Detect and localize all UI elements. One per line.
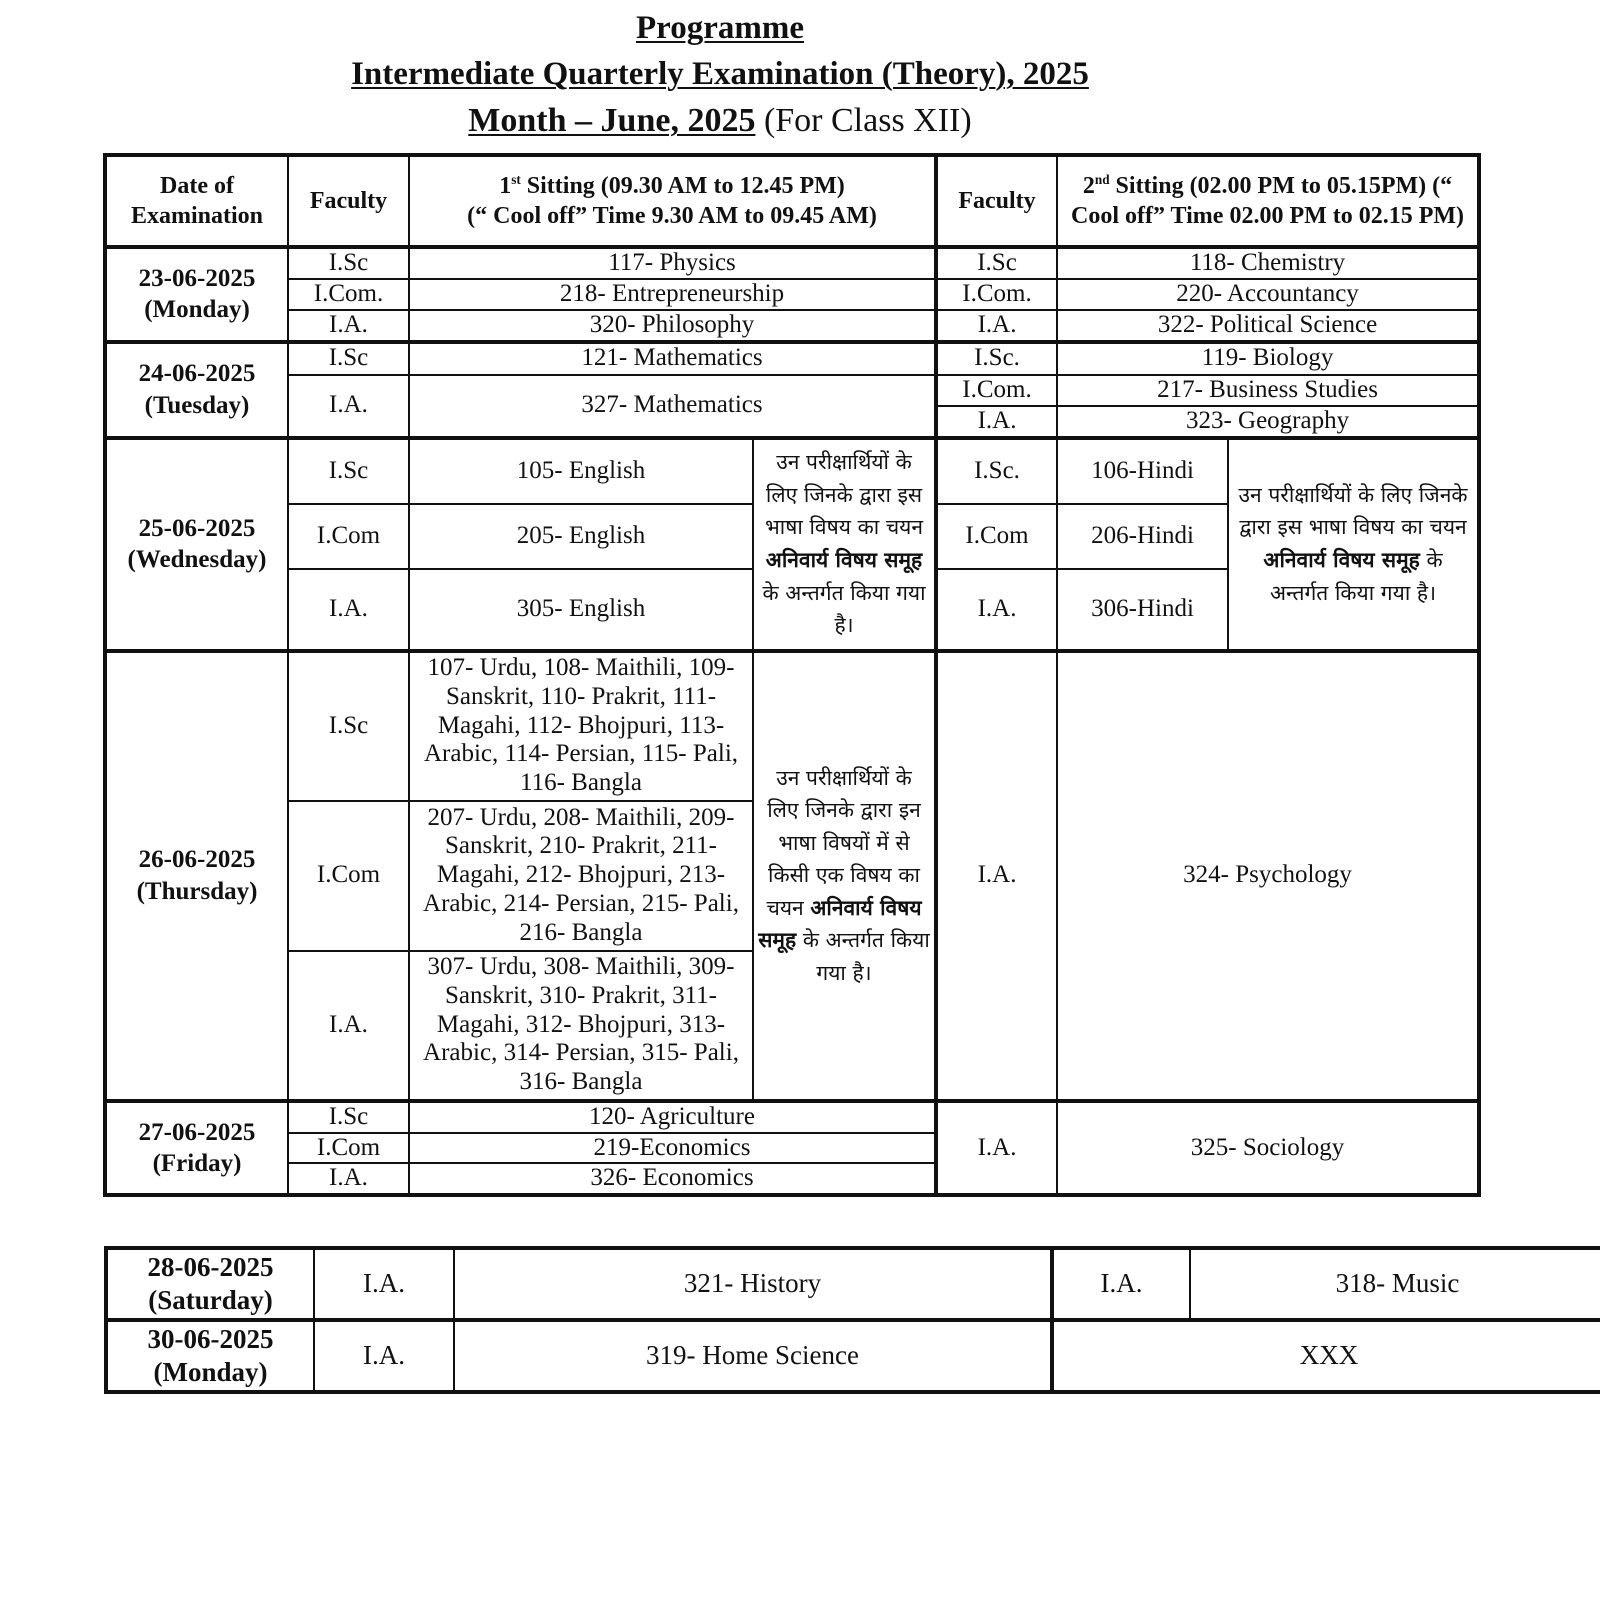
- subject-cell: 217- Business Studies: [1057, 375, 1479, 406]
- subject-cell: 326- Economics: [409, 1163, 936, 1195]
- subject-cell: 105- English: [409, 438, 753, 504]
- table-row: [105, 1101, 1479, 1133]
- faculty-cell: I.A.: [936, 406, 1057, 438]
- subject-cell: 219-Economics: [409, 1133, 936, 1164]
- exam-date: 25-06-2025 (Wednesday): [105, 438, 288, 651]
- subject-cell: 307- Urdu, 308- Maithili, 309- Sanskrit, 310- Prakrit, 311- Magahi, 312- Bhojpuri, 313- Arabic, 314- Persian, 315- Pali, 316- Bangla: [409, 951, 753, 1101]
- subject-cell: 207- Urdu, 208- Maithili, 209- Sanskrit, 210- Prakrit, 211- Magahi, 212- Bhojpuri, 213- Arabic, 214- Persian, 215- Pali, 216- Bangla: [409, 801, 753, 951]
- subject-cell: 218- Entrepreneurship: [409, 279, 936, 310]
- table-row: [106, 1248, 1600, 1320]
- table-row: [105, 375, 1479, 406]
- faculty-cell: I.A.: [936, 569, 1057, 651]
- faculty-cell: I.A.: [1052, 1248, 1190, 1320]
- exam-date: 30-06-2025 (Monday): [106, 1320, 314, 1392]
- header-first-sitting: 1st Sitting (09.30 AM to 12.45 PM) (“ Cool off” Time 9.30 AM to 09.45 AM): [409, 155, 936, 247]
- page-title: Programme: [636, 10, 804, 46]
- faculty-cell: I.Sc.: [936, 438, 1057, 504]
- subject-cell: 117- Physics: [409, 247, 936, 279]
- table-row: [105, 438, 1479, 504]
- additional-schedule-table: [104, 1246, 1600, 1394]
- subject-cell: 322- Political Science: [1057, 310, 1479, 342]
- subject-cell: 205- English: [409, 504, 753, 569]
- faculty-cell: I.Sc: [288, 651, 409, 801]
- faculty-cell: I.Com: [288, 1133, 409, 1164]
- faculty-cell: I.Com: [288, 801, 409, 951]
- faculty-cell: I.Sc.: [936, 342, 1057, 375]
- subject-cell: 325- Sociology: [1057, 1101, 1479, 1196]
- table-row: [106, 1320, 1600, 1392]
- subject-cell: 118- Chemistry: [1057, 247, 1479, 279]
- faculty-cell: I.A.: [314, 1320, 454, 1392]
- table-row: [105, 279, 1479, 310]
- language-note: उन परीक्षार्थियों के लिए जिनके द्वारा इस भाषा विषय का चयन अनिवार्य विषय समूह के अन्तर्गत किया गया है।: [753, 438, 936, 651]
- faculty-cell: I.Com: [288, 504, 409, 569]
- faculty-cell: I.Sc: [288, 342, 409, 375]
- subject-cell: 319- Home Science: [454, 1320, 1052, 1392]
- table-row: [105, 342, 1479, 375]
- faculty-cell: I.Com: [936, 504, 1057, 569]
- faculty-cell: I.A.: [288, 310, 409, 342]
- subject-cell: 320- Philosophy: [409, 310, 936, 342]
- subject-cell: 107- Urdu, 108- Maithili, 109- Sanskrit, 110- Prakrit, 111- Magahi, 112- Bhojpuri, 113- Arabic, 114- Persian, 115- Pali, 116- Bangla: [409, 651, 753, 801]
- subject-cell: 206-Hindi: [1057, 504, 1228, 569]
- header-faculty-2: Faculty: [936, 155, 1057, 247]
- language-note: उन परीक्षार्थियों के लिए जिनके द्वारा इन भाषा विषयों में से किसी एक विषय का चयन अनिवार्य विषय समूह के अन्तर्गत किया गया है।: [753, 651, 936, 1101]
- faculty-cell: I.A.: [936, 310, 1057, 342]
- schedule-table: [103, 153, 1481, 1197]
- subject-cell: 120- Agriculture: [409, 1101, 936, 1133]
- subject-cell: 305- English: [409, 569, 753, 651]
- header-date: Date of Examination: [105, 155, 288, 247]
- subject-cell: 106-Hindi: [1057, 438, 1228, 504]
- header-faculty: Faculty: [288, 155, 409, 247]
- faculty-cell: I.A.: [936, 1101, 1057, 1196]
- subject-cell: 121- Mathematics: [409, 342, 936, 375]
- blank-second-sitting: XXX: [1052, 1320, 1600, 1392]
- exam-date: 23-06-2025 (Monday): [105, 247, 288, 342]
- subject-cell: 327- Mathematics: [409, 375, 936, 438]
- subject-cell: 318- Music: [1190, 1248, 1600, 1320]
- subject-cell: 306-Hindi: [1057, 569, 1228, 651]
- faculty-cell: I.A.: [288, 951, 409, 1101]
- table-row: [105, 247, 1479, 279]
- faculty-cell: I.A.: [288, 569, 409, 651]
- subject-cell: 323- Geography: [1057, 406, 1479, 438]
- exam-date: 26-06-2025 (Thursday): [105, 651, 288, 1101]
- language-note: उन परीक्षार्थियों के लिए जिनके द्वारा इस भाषा विषय का चयन अनिवार्य विषय समूह के अन्तर्गत किया गया है।: [1228, 438, 1479, 651]
- table-row: [105, 651, 1479, 801]
- faculty-cell: I.Com.: [936, 375, 1057, 406]
- faculty-cell: I.A.: [936, 651, 1057, 1101]
- subject-cell: 321- History: [454, 1248, 1052, 1320]
- exam-date: 27-06-2025 (Friday): [105, 1101, 288, 1196]
- faculty-cell: I.Sc: [936, 247, 1057, 279]
- faculty-cell: I.A.: [314, 1248, 454, 1320]
- month-line: Month – June, 2025 (For Class XII): [468, 102, 972, 139]
- faculty-cell: I.A.: [288, 1163, 409, 1195]
- faculty-cell: I.Com.: [936, 279, 1057, 310]
- subject-cell: 324- Psychology: [1057, 651, 1479, 1101]
- subject-cell: 119- Biology: [1057, 342, 1479, 375]
- subject-cell: 220- Accountancy: [1057, 279, 1479, 310]
- faculty-cell: I.Sc: [288, 1101, 409, 1133]
- exam-date: 28-06-2025 (Saturday): [106, 1248, 314, 1320]
- faculty-cell: I.A.: [288, 375, 409, 438]
- faculty-cell: I.Sc: [288, 438, 409, 504]
- faculty-cell: I.Com.: [288, 279, 409, 310]
- header-second-sitting: 2nd Sitting (02.00 PM to 05.15PM) (“ Cool off” Time 02.00 PM to 02.15 PM): [1057, 155, 1479, 247]
- page-subtitle: Intermediate Quarterly Examination (Theory), 2025: [351, 56, 1089, 92]
- exam-date: 24-06-2025 (Tuesday): [105, 342, 288, 438]
- faculty-cell: I.Sc: [288, 247, 409, 279]
- table-row: [105, 310, 1479, 342]
